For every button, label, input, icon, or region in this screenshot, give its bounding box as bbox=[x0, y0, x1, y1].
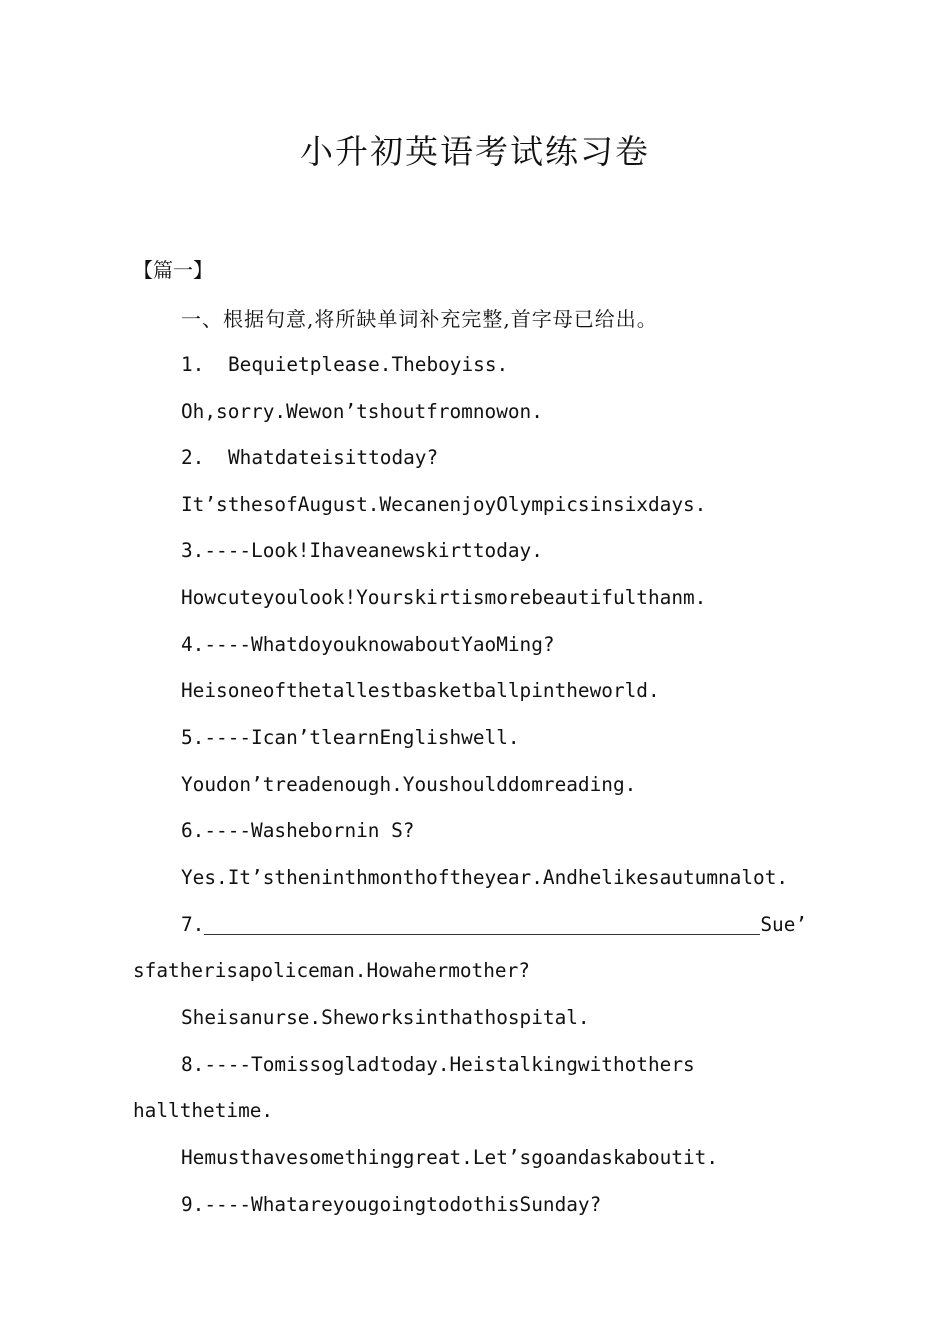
question-3: 3.----Look!Ihaveanewskirttoday. bbox=[181, 539, 543, 562]
question-5: 5.----Ican’tlearnEnglishwell. bbox=[181, 726, 520, 749]
answer-2: It’sthesofAugust.WecanenjoyOlympicsinsixdays. bbox=[181, 493, 707, 516]
question-1-number: 1. bbox=[181, 353, 205, 376]
question-7-tail: Sue’ bbox=[760, 913, 808, 936]
question-4: 4.----WhatdoyouknowaboutYaoMing? bbox=[181, 633, 555, 656]
question-2 bbox=[181, 440, 438, 476]
question-9: 9.----WhatareyougoingtodothisSunday? bbox=[181, 1193, 602, 1216]
answer-3: Howcuteyoulook!Yourskirtismorebeautifulthanm. bbox=[181, 586, 707, 609]
question-1 bbox=[181, 347, 508, 383]
question-8: 8.----Tomissogladtoday.Heistalkingwithothers bbox=[181, 1053, 695, 1076]
answer-7: Sheisanurse.Sheworksinthathospital. bbox=[181, 1006, 590, 1029]
question-7-continued: sfatherisapoliceman.Howahermother? bbox=[133, 959, 530, 982]
answer-5: Youdon’treadenough.Youshoulddomreading. bbox=[181, 773, 637, 796]
question-7-number: 7. bbox=[181, 913, 205, 936]
page-title: 小升初英语考试练习卷 bbox=[300, 132, 650, 171]
question-8-continued: hallthetime. bbox=[133, 1099, 274, 1122]
answer-8: Hemusthavesomethinggreat.Let’sgoandaskaboutit. bbox=[181, 1146, 719, 1169]
answer-6: Yes.It’stheninthmonthoftheyear.Andhelikesautumnalot. bbox=[181, 866, 789, 889]
question-7-blank bbox=[204, 912, 760, 935]
instruction-text: 一、根据句意,将所缺单词补充完整,首字母已给出。 bbox=[181, 307, 658, 331]
question-7 bbox=[181, 907, 807, 943]
question-2-number: 2. bbox=[181, 446, 205, 469]
answer-4: Heisoneofthetallestbasketballpintheworld. bbox=[181, 679, 660, 702]
question-6: 6.----Washebornin S? bbox=[181, 819, 415, 842]
question-1-text: Bequietplease.Theboyiss. bbox=[228, 353, 509, 376]
section-label: 【篇一】 bbox=[133, 258, 213, 282]
answer-1: Oh,sorry.Wewon’tshoutfromnowon. bbox=[181, 400, 543, 423]
question-2-text: Whatdateisittoday? bbox=[228, 446, 439, 469]
